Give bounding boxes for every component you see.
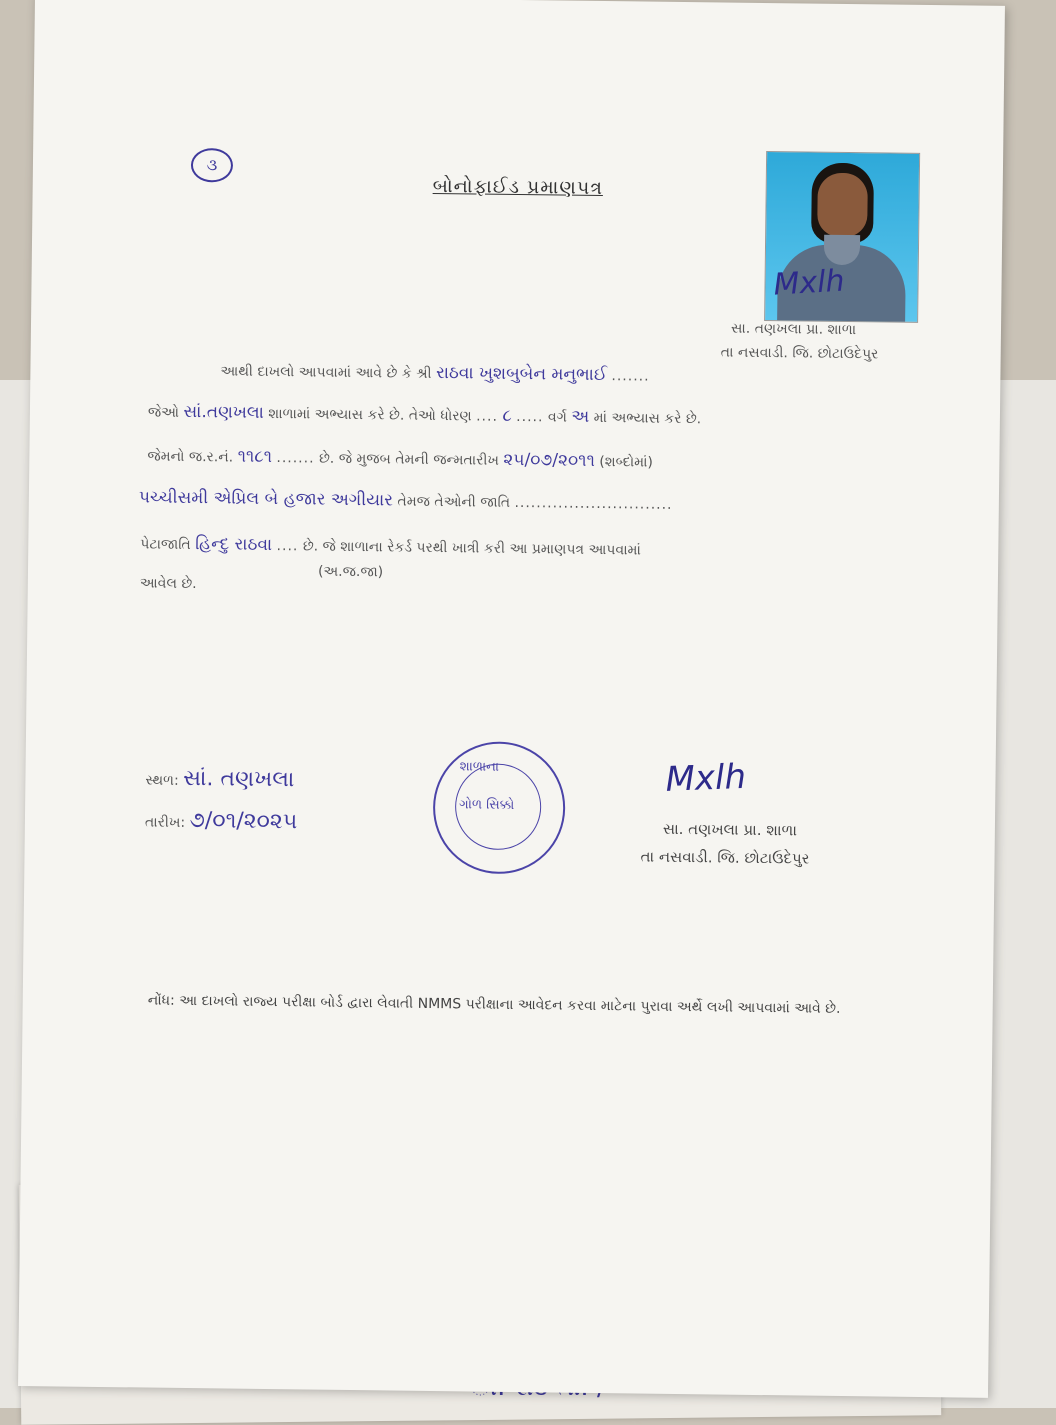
birth-date: ૨૫/૦૭/૨૦૧૧: [503, 449, 596, 471]
school-name: સાં.તણખલા: [183, 401, 265, 423]
body-line-4: પચ્ચીસમી એપ્રિલ બે હજાર અગીયાર તેમજ તેઓની જાતિ .............................: [138, 487, 673, 513]
place-row: સ્થળ: સાં. તણખલા: [145, 765, 295, 793]
school-seal: શાળાના ગોળ સિક્કો: [432, 741, 566, 875]
date-value: ૭/૦૧/૨૦૨૫: [189, 808, 298, 835]
sub-caste: હિન્દુ રાઠવા: [195, 534, 273, 556]
signature-stamp-line2: તા નસવાડી. જિ. છોટાઉદેપુર: [640, 847, 810, 868]
birth-date-words: પચ્ચીસમી એપ્રિલ બે હજાર અગીયાર: [138, 487, 394, 511]
division-value: અ: [571, 406, 590, 427]
body-line-2: જેઓ સાં.તણખલા શાળામાં અભ્યાસ કરે છે. તેઓ ધોરણ .... ૮ ..... વર્ગ અ માં અભ્યાસ કરે છે.: [147, 401, 702, 428]
footer-note: નોંધ: આ દાખલો રાજ્ય પરીક્ષા બોર્ડ દ્વારા લેવાતી NMMS પરીક્ષાના આવેદન કરવા માટેના પુરાવા અર્થે લખી આપવામાં આવે છે.: [147, 992, 841, 1017]
body-line-5: પેટાજાતિ હિન્દુ રાઠવા .... છે. જે શાળાના રેકર્ડ પરથી ખાત્રી કરી આ પ્રમાણપત્ર આપવામાં: [140, 534, 641, 559]
body-line-3: જેમનો જ.ર.નં. ૧૧૮૧ ....... છે. જે મુજબ તેમની જન્મતારીખ ૨૫/૦૭/૨૦૧૧ (શબ્દોમાં): [147, 446, 654, 471]
document-title: બોનોફાઈડ પ્રમાણપત્ર: [432, 174, 604, 200]
register-number: ૧૧૮૧: [237, 446, 273, 468]
place-value: સાં. તણખલા: [183, 765, 295, 793]
photo-stamp-line2: તા નસવાડી. જિ. છોટાઉદેપુર: [720, 344, 879, 363]
photo-stamp-line1: સા. તણખલા પ્રા. શાળા: [730, 320, 857, 339]
date-row: તારીખ: ૭/૦૧/૨૦૨૫: [144, 808, 298, 835]
signature-stamp-line1: સા. તણખલા પ્રા. શાળા: [662, 819, 798, 840]
serial-number: ૩: [191, 148, 233, 183]
principal-signature: Mxlh: [664, 756, 747, 800]
body-line-1: આથી દાખલો આપવામાં આવે છે કે શ્રી રાઠવા ખુશબુબેન મનુભાઈ .......: [220, 363, 650, 386]
body-line-6: આવેલ છે.: [139, 575, 197, 593]
certificate-sheet: [18, 0, 1005, 1398]
student-name: રાઠવા ખુશબુબેન મનુભાઈ: [435, 363, 608, 386]
standard-value: ૮: [502, 405, 512, 426]
photo-signature: Mxlh: [772, 263, 846, 303]
category-note: (અ.જ.જા): [317, 563, 384, 581]
